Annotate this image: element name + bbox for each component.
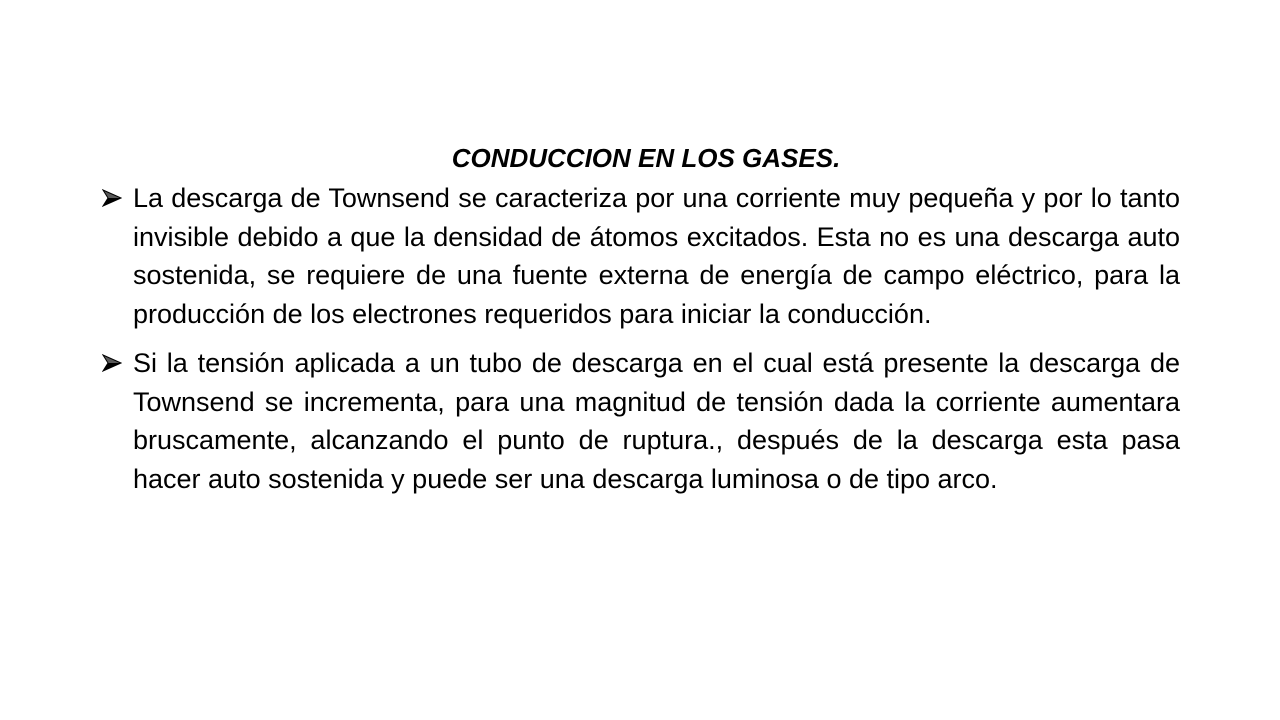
bullet-item [102, 344, 1180, 498]
arrowhead-bullet-icon [102, 179, 126, 217]
bullet-text: Si la tensión aplicada a un tubo de descarga en el cual está presente la descarga de Townsend se incrementa, para una magnitud de tensión dada la corriente aumentara bruscamente, alcanzando el punto de ruptura., después de la descarga esta pasa hacer auto sostenida y puede ser una descarga luminosa o de tipo arco. [133, 348, 1180, 494]
slide-title: CONDUCCION EN LOS GASES. [451, 143, 841, 173]
bullet-list [102, 179, 1180, 508]
bullet-item [102, 179, 1180, 333]
arrowhead-bullet-icon [102, 344, 126, 382]
bullet-text: La descarga de Townsend se caracteriza por una corriente muy pequeña y por lo tanto invisible debido a que la densidad de átomos excitados. Esta no es una descarga auto sostenida, se requiere de una fuente externa de energía de campo eléctrico, para la producción de los electrones requeridos para iniciar la conducción. [133, 183, 1180, 329]
